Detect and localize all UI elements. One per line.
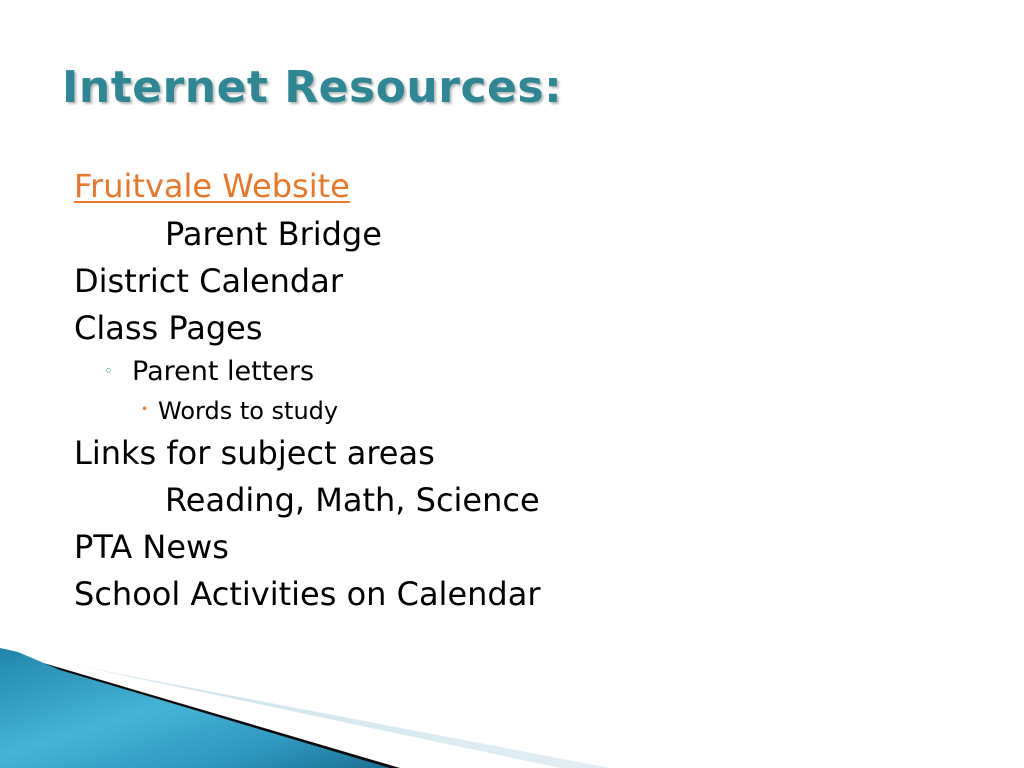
slide-title: Internet Resources: (62, 62, 563, 113)
list-item-class-pages: Class Pages (74, 309, 263, 347)
list-item-words-to-study: Words to study (158, 397, 339, 425)
dot-bullet-icon: • (141, 402, 149, 416)
list-item-school-activities: School Activities on Calendar (74, 575, 541, 613)
list-item-subjects: Reading, Math, Science (165, 481, 540, 519)
fruitvale-website-link[interactable]: Fruitvale Website (74, 167, 350, 205)
list-item-parent-letters: Parent letters (132, 356, 315, 387)
list-item-parent-bridge: Parent Bridge (165, 215, 382, 253)
list-item-subject-links: Links for subject areas (74, 434, 435, 472)
list-item-district-calendar: District Calendar (74, 262, 343, 300)
list-item-pta-news: PTA News (74, 528, 229, 566)
open-circle-bullet-icon: ◦ (104, 362, 113, 380)
